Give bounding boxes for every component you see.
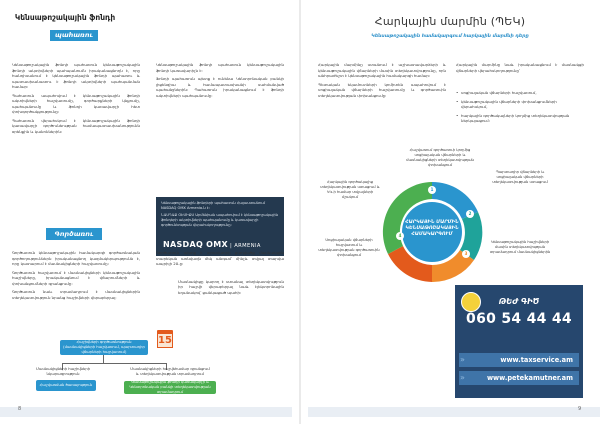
- flow-bottom-right-box: Կենսաթոշակային ֆոնդի կառավարչի և Կենտրոնական բանկի տեղեկատվության տրամադրում: [124, 381, 216, 394]
- list-item: • հարկային գործակալների կողմից տեղեկատվության ներկայացում:: [456, 113, 582, 124]
- nasdaq-logo-name: NASDAQ OMX: [163, 239, 228, 249]
- diagram-top-text: Հաշվառում գործառուի կողմից սոցիալական վճարների և մասնակիցների տեղեկատվության փոխանցում: [406, 148, 474, 167]
- flow-right-label: Մասնակիցների հաշվեհամար գրանցում և տեղեկատվության տրամադրում: [130, 367, 210, 376]
- diagram-right-bottom-text: Կենսաթոշակային հաշիվների մասին տեղեկատվության տրամադրում մասնակիցներին: [489, 240, 551, 254]
- section-label-custodian: պահառու: [50, 30, 98, 41]
- custodian-column-1: [12, 62, 140, 138]
- diagram-right-top-text: Պարտադիր վճարների և սոցիալական վճարների տեղեկատվության ստացում: [492, 170, 548, 184]
- paragraph: Հարկային մարմինը նաև իրականացնում է մասնակցի վճարների վերահսկողությունը՝: [456, 62, 584, 73]
- diagram-left-bottom-text: Սոցիալական վճարների հաշվառում և տեղեկատվության գործառուին փոխանցում: [318, 238, 380, 257]
- calendar-day: 15: [158, 335, 172, 346]
- paragraph: Պահառուն վերահսկում է կենսաթոշակային ֆոնդի կառավարչի գործունեության համապատասխանությունն օրենքին և կանոններին:: [12, 117, 140, 135]
- nasdaq-box: [156, 197, 284, 256]
- nasdaq-text: ՆԱՍԴԱՔ ՕԷՄԻՔՍ Արմենիան ապահովում է կենսաթոշակային ֆոնդերի ակտիվների պահպանումը և կառավարչի գործունեության վերահսկողությունը:: [161, 213, 279, 228]
- flow-left-label: Մասնակիցների հաշիվների նկարագրություն: [35, 367, 91, 376]
- nasdaq-text: Կենսաթոշակային ֆոնդերի պահառուն Հայաստանում NASDAQ OMX Armenia-ն է:: [161, 201, 266, 211]
- hotline-label: ԹԵԺ ԳԻԾ: [498, 297, 540, 306]
- paragraph: Գործառուն կենսաթոշակային համակարգի գործառնական գործողություններն իրականացնող կազմակերպությունն է, որը կատարում է մասնակիցների հաշվառումը:: [12, 250, 140, 267]
- hotline-contact-box: [455, 285, 583, 398]
- right-page-subtitle: Կենսաթոշակային համակարգում հարկային մարմնի դերը: [371, 34, 529, 39]
- operator-column-2: [156, 250, 284, 298]
- paragraph: Գործառուն պետք է տրամադրի քաղվածք մասնակցին տարեկան առնվազն մեկ անգամ՝ մինչև տվյալ տարվա ապրիլի 20-ը:: [156, 250, 284, 267]
- section-label-operator: Գործառու: [46, 228, 102, 240]
- custodian-column-2: [156, 62, 284, 101]
- arrow-icon: »: [460, 373, 465, 382]
- website-link-1[interactable]: www.taxservice.am: [459, 353, 579, 367]
- flow-left-box: Հաշվառման ծառայություն: [36, 380, 96, 391]
- website-link-2[interactable]: www.petekamutner.am: [459, 371, 579, 385]
- footer-strip: [0, 407, 292, 417]
- page-number: 9: [578, 405, 582, 412]
- tax-column-2: [456, 62, 584, 76]
- list-item: • սոցիալական վճարների հաշվառում,: [456, 90, 582, 96]
- flow-connector: [103, 355, 104, 363]
- operator-column-1: [12, 250, 140, 303]
- left-page-title: Կենսաթոշակային ֆոնդի: [14, 13, 116, 22]
- page-number: 8: [18, 405, 22, 412]
- paragraph: Ֆոնդի պահառուն պետք է ունենա Կենտրոնական բանկի լիցենզիա և համապատասխանի սահմանված պահանջներին: Պահառուն իրականացնում է ֆոնդի ակտիվների պահպանումը:: [156, 76, 284, 98]
- nasdaq-logo-suffix: | ARMENIA: [230, 242, 261, 249]
- tax-bullet-list: [456, 90, 582, 127]
- paragraph: Պահառուն ապահովում է կենսաթոշակային ֆոնդի ակտիվների հաշվառումը, գործարքների կնքումը, պահպանումը և ֆոնդի կառավարչի հետ փոխգործակցությունը:: [12, 92, 140, 115]
- badge-1: 1: [430, 187, 434, 192]
- paragraph: Գործառուն նաև տրամադրում է մասնակիցներին տեղեկատվություն նրանց հաշիվների վերաբերյալ:: [12, 289, 140, 300]
- badge-4: 4: [398, 233, 402, 238]
- footer-strip: [308, 407, 600, 417]
- diagram-left-top-text: Հարկային գործակալից տեղեկատվության ստացում և ԿԿ-ի համար տվյալների մշակում: [320, 180, 380, 199]
- paragraph: Հարկային մարմինը ստանում է աշխատավարձերի և կենսաթոշակային վճարների մասին տեղեկատվությունը, որն անհրաժեշտ է կենսաթոշակային համակարգի համար:: [318, 62, 446, 79]
- paragraph: Մասնակիցը կարող է ստանալ տեղեկատվություն իր հաշվի վերաբերյալ նաև էլեկտրոնային եղանակով՝ ցանկացած պահի:: [178, 278, 284, 295]
- diagram-center-label: ՀԱՐԿԱՅԻՆ ՄԱՐՄԻՆ ԿԵՆՍԱԹՈՇԱԿԱՅԻՆ ՀԱՄԱԿԱՐԳՈՒՄ: [405, 220, 459, 237]
- badge-2: 2: [468, 211, 472, 216]
- tax-column-1: [318, 62, 446, 101]
- right-page-title: Հարկային մարմին (ՊԵԿ): [374, 15, 526, 28]
- arrow-icon: »: [460, 355, 465, 364]
- list-item: • կենսաթոշակային վճարների փոխանցումների վերահսկում,: [456, 99, 582, 110]
- flow-connector: [62, 363, 166, 364]
- paragraph: Գործառուն հաշվառում է մասնակիցների կենսաթոշակային հաշիվները, իրականացնում է վճարումների և փոխանցումների գրանցումը:: [12, 269, 140, 286]
- flow-top-box: Հաշիվների գործառնություն (մասնակիցների հաշվառում, պարտադիր վճարների հաշվառում): [60, 340, 148, 355]
- badge-3: 3: [464, 251, 468, 256]
- nasdaq-logo: [163, 239, 261, 250]
- calendar-icon: [157, 330, 173, 348]
- paragraph: Կենսաթոշակային ֆոնդի պահառուն կենսաթոշակային ֆոնդի կառավարիչն է:: [156, 62, 284, 73]
- hotline-phone[interactable]: 060 54 44 44: [466, 311, 572, 327]
- paragraph: Կենսաթոշակային ֆոնդի պահառուն կենսաթոշակային ֆոնդի ակտիվների պահպանումն իրականացնողն է, որը հանդիսանում է կենսաթոշակային ֆոնդի պահառու և պատասխանատու է ֆոնդի ակտիվների պահպանման համար:: [12, 62, 140, 90]
- page-fold: [299, 0, 301, 424]
- paragraph: Պետական եկամուտների կոմիտեն ապահովում է սոցիալական վճարների հաշվառումը և գործառուին տեղեկատվության փոխանցումը:: [318, 81, 446, 98]
